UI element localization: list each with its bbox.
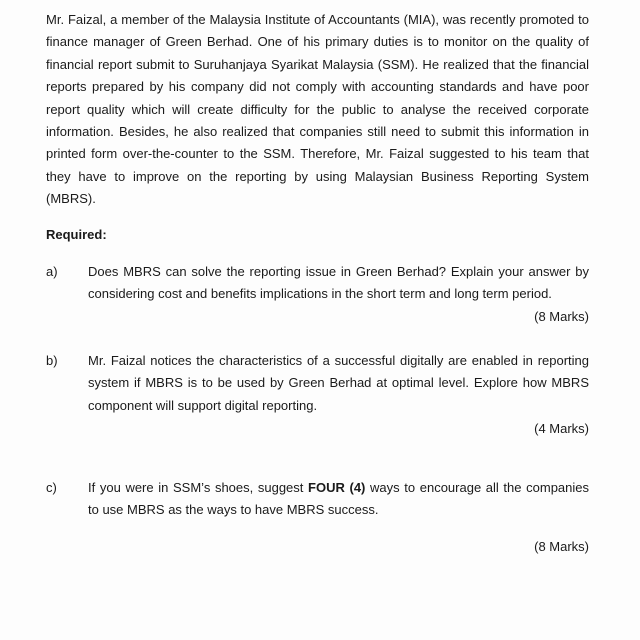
question-a-label: a) [46, 264, 58, 279]
question-c-text [88, 477, 589, 522]
question-c-text-bold: FOUR (4) [308, 480, 366, 495]
question-c-marks: (8 Marks) [534, 539, 589, 554]
question-c-text-after: ways to encourage all the companies to use MBRS as the ways to have MBRS success. [88, 480, 589, 518]
question-c-text-before: If you were in SSM’s shoes, suggest [88, 480, 309, 495]
question-b-label: b) [46, 353, 58, 368]
question-a-marks: (8 Marks) [534, 309, 589, 324]
case-intro-paragraph: Mr. Faizal, a member of the Malaysia Institute of Accountants (MIA), was recently promoted to finance manager of Green Berhad. One of his primary duties is to monitor on the quality of financial report submit to Suruhanjaya Syarikat Malaysia (SSM). He realized that the financial reports prepared by his company did not comply with accounting standards and have poor report quality which will create difficulty for the public to analyse the received corporate information. Besides, he also realized that companies still need to submit this information in printed form over-the-counter to the SSM. Therefore, Mr. Faizal suggested to his team that they have to improve on the reporting by using Malaysian Business Reporting System (MBRS). [46, 12, 589, 207]
required-heading: Required: [46, 227, 107, 242]
question-b-text: Mr. Faizal notices the characteristics of a successful digitally are enabled in reporting system if MBRS is to be used by Green Berhad at optimal level. Explore how MBRS component will support digital reporting. [88, 353, 589, 413]
question-c-label: c) [46, 480, 57, 495]
question-a-text: Does MBRS can solve the reporting issue in Green Berhad? Explain your answer by considering cost and benefits implications in the short term and long term period. [88, 264, 589, 302]
question-b-marks: (4 Marks) [534, 421, 589, 436]
